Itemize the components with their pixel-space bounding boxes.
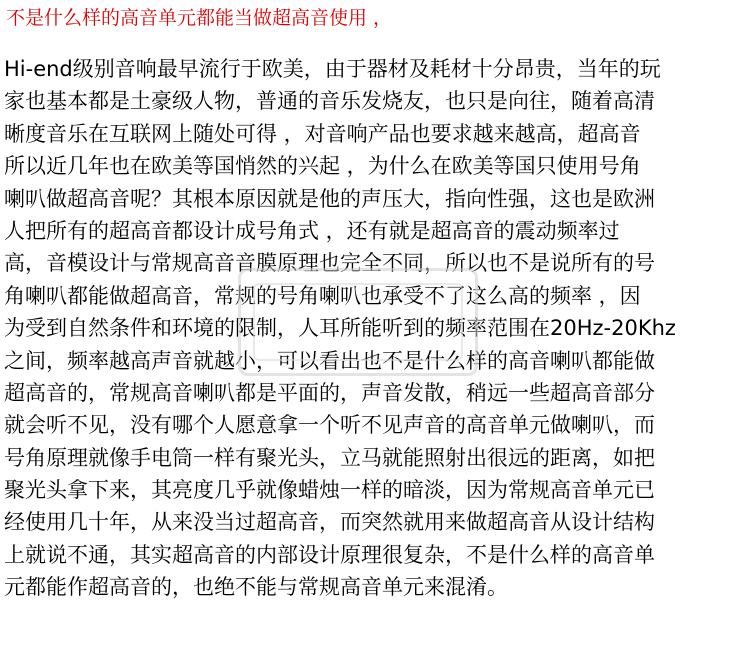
body-line: 元都能作超高音的，也绝不能与常规高音单元来混淆。 (4, 575, 508, 600)
body-line: Hi-end级别音响最早流行于欧美，由于器材及耗材十分昂贵，当年的玩 (4, 57, 661, 81)
body-line: 家也基本都是土豪级人物，普通的音乐发烧友，也只是向往，随着高清 (4, 89, 655, 114)
body-line: 之间，频率越高声音就越小，可以看出也不是什么样的高音喇叭都能做 (4, 348, 655, 373)
body-line: 高，音模设计与常规高音音膜原理也完全不同，所以也不是说所有的号 (4, 251, 655, 276)
body-line: 就会听不见，没有哪个人愿意拿一个听不见声音的高音单元做喇叭，而 (4, 413, 655, 438)
body-line: 为受到自然条件和环境的限制，人耳所能听到的频率范围在20Hz-20Khz (4, 316, 676, 341)
body-line: 聚光头拿下来，其亮度几乎就像蜡烛一样的暗淡，因为常规高音单元已 (4, 478, 655, 503)
article-body (4, 53, 748, 604)
body-line: 号角原理就像手电筒一样有聚光头，立马就能照射出很远的距离，如把 (4, 445, 655, 470)
body-line: 上就说不通，其实超高音的内部设计原理很复杂，不是什么样的高音单 (4, 542, 655, 567)
body-line: 喇叭做超高音呢？其根本原因就是他的声压大，指向性强，这也是欧洲 (4, 186, 655, 211)
body-line: 所以近几年也在欧美等国悄然的兴起 ，为什么在欧美等国只使用号角 (4, 154, 641, 179)
body-line: 经使用几十年，从来没当过超高音，而突然就用来做超高音从设计结构 (4, 510, 655, 535)
body-line: 超高音的，常规高音喇叭都是平面的，声音发散，稍远一些超高音部分 (4, 380, 655, 405)
article-title: 不是什么样的高音单元都能当做超高音使用 ， (6, 7, 393, 29)
body-line: 人把所有的超高音都设计成号角式 ，还有就是超高音的震动频率过 (4, 218, 620, 243)
body-line: 角喇叭都能做超高音，常规的号角喇叭也承受不了这么高的频率 ，因 (4, 283, 641, 308)
body-line: 晰度音乐在互联网上随处可得 ，对音响产品也要求越来越高，超高音 (4, 121, 641, 146)
